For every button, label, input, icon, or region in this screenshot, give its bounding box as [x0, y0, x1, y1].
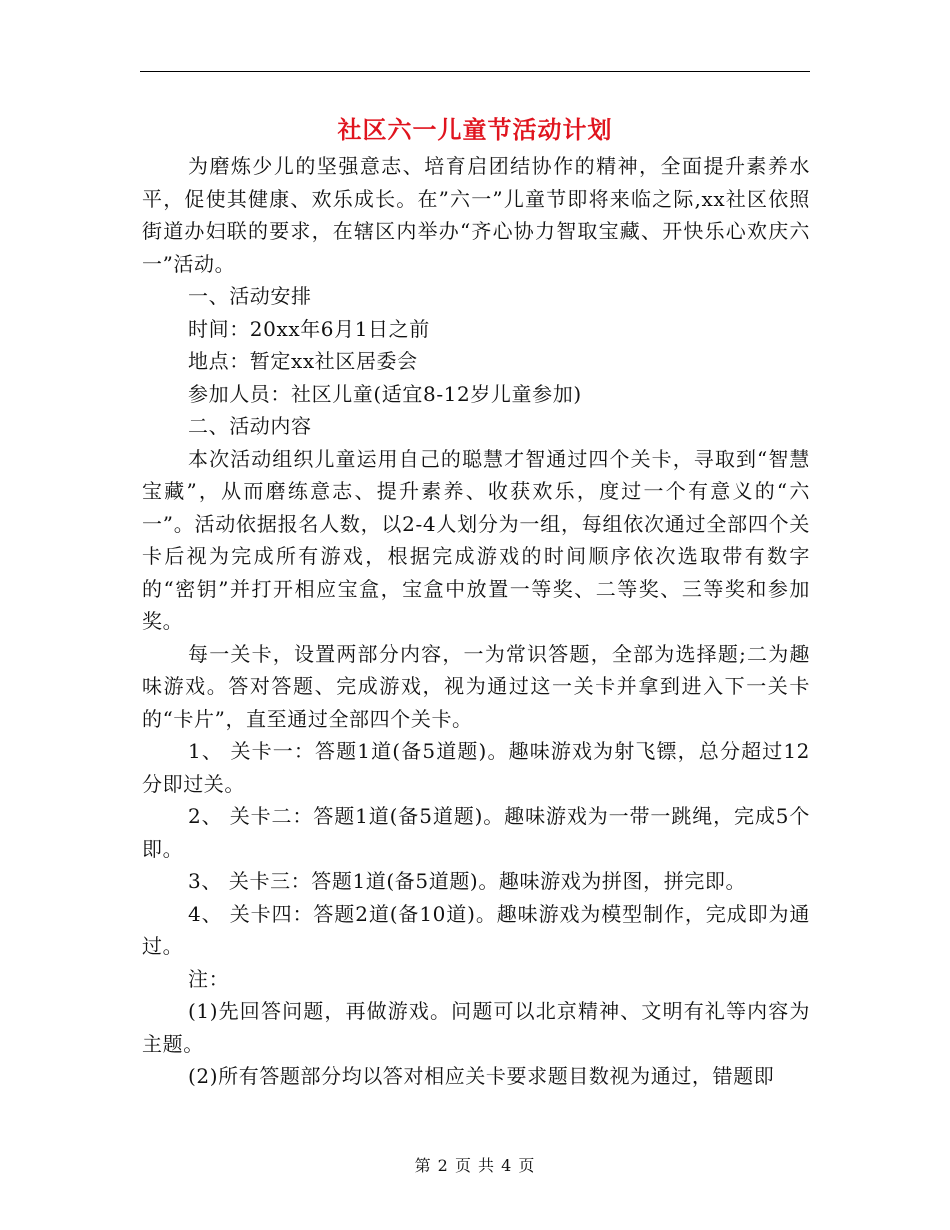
content-paragraph: 本次活动组织儿童运用自己的聪慧才智通过四个关卡，寻取到“智慧宝藏”，从而磨练意志、提升素养、收获欢乐，度过一个有意义的“六一”。活动依据报名人数，以2-4人划分为一组，每组依次通过全部四个关卡后视为完成所有游戏，根据完成游戏的时间顺序依次选取带有数字的“密钥”并打开相应宝盒，宝盒中放置一等奖、二等奖、三等奖和参加奖。	[142, 446, 810, 633]
document-title: 社区六一儿童节活动计划	[337, 115, 613, 144]
checkpoint-item-3: 3、 关卡三：答题1道(备5道题)。趣味游戏为拼图，拼完即。	[188, 869, 747, 893]
note-item-2: (2)所有答题部分均以答对相应关卡要求题目数视为通过，错题即	[188, 1064, 775, 1088]
note-heading: 注：	[188, 966, 230, 991]
participants-line: 参加人员：社区儿童(适宜8-12岁儿童参加)	[188, 381, 582, 406]
header-rule	[140, 71, 810, 72]
section-heading-arrangement: 一、活动安排	[188, 284, 312, 308]
section-heading-content: 二、活动内容	[188, 414, 312, 438]
checkpoint-item-4: 4、 关卡四：答题2道(备10道)。趣味游戏为模型制作，完成即为通过。	[142, 901, 810, 958]
note-item-1: (1)先回答问题，再做游戏。问题可以北京精神、文明有礼等内容为主题。	[142, 999, 810, 1056]
intro-paragraph: 为磨炼少儿的坚强意志、培育启团结协作的精神，全面提升素养水平，促使其健康、欢乐成长。在”六一”儿童节即将来临之际,xx社区依照街道办妇联的要求，在辖区内举办“齐心协力智取宝藏、开快乐心欢庆六一”活动。	[142, 154, 810, 276]
page-footer: 第 2 页 共 4 页	[414, 1156, 536, 1175]
checkpoint-item-1: 1、 关卡一：答题1道(备5道题)。趣味游戏为射飞镖，总分超过12分即过关。	[142, 739, 810, 796]
checkpoint-item-2: 2、 关卡二：答题1道(备5道题)。趣味游戏为一带一跳绳，完成5个即。	[142, 804, 810, 861]
time-line: 时间：20xx年6月1日之前	[188, 316, 430, 341]
checkpoint-description: 每一关卡，设置两部分内容，一为常识答题，全部为选择题;二为趣味游戏。答对答题、完成游戏，视为通过这一关卡并拿到进入下一关卡的“卡片”，直至通过全部四个关卡。	[142, 641, 810, 731]
location-line: 地点：暂定xx社区居委会	[188, 349, 418, 373]
document-body	[142, 150, 810, 1093]
